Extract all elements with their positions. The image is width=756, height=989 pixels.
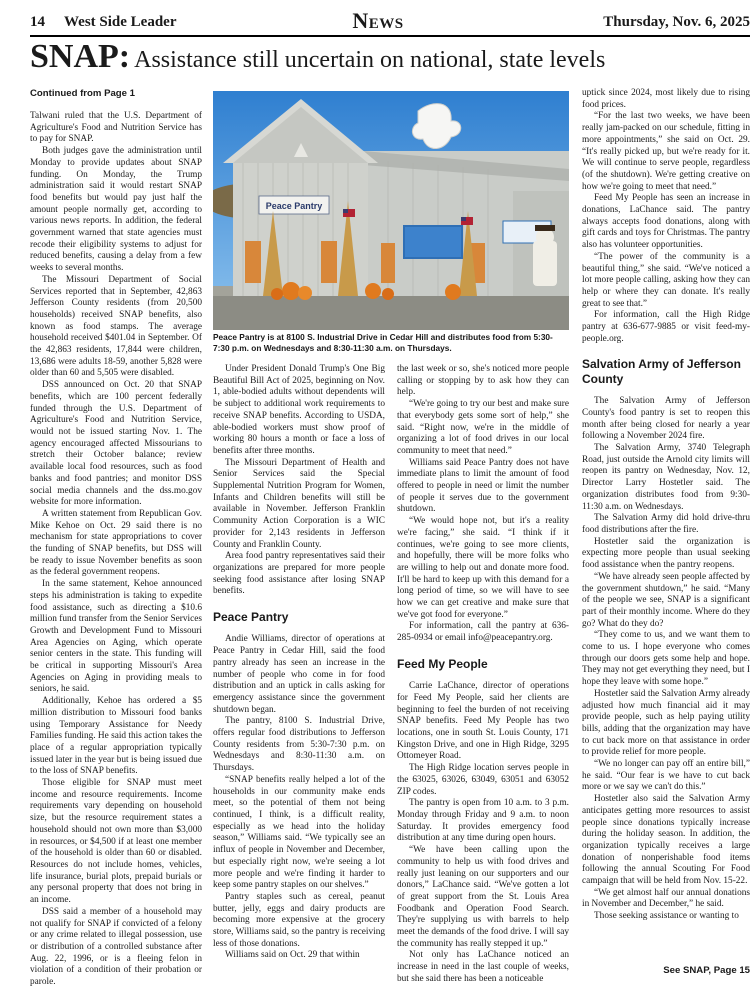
paragraph: “For the last two weeks, we have been really jam-packed on our schedule, fitting in more appointments,” she said on Oct. 29. “It's really picked up, but we're ready for it. We will continue to serve people, regardless (of the shutdown). We're getting creative on how we're going to meet that need.” [582, 111, 750, 192]
paragraph: The pantry is open from 10 a.m. to 3 p.m. Monday through Friday and 9 a.m. to noon Saturday. It provides emergency food distribution at any time during open hours. [397, 798, 569, 844]
paragraph: DSS announced on Oct. 20 that SNAP benefits, which are 100 percent federally funded through the U.S. Department of Agriculture's Food and Nutrition Service, would not be issued starting Nov. 1. The agency encouraged affected Missourians to stretch their October balance; review available local food resources, such as food banks and food pantries; and monitor DSS social media channels and the dss.mo.gov website for more information. [30, 380, 202, 508]
subhead-feed-my-people: Feed My People [397, 656, 488, 671]
article-photo [213, 91, 569, 330]
article-column-1 [30, 88, 202, 989]
paragraph: Hostetler also said the Salvation Army anticipates getting more resources to assist people since donations typically increase during the holiday season. In addition, the organization typically receives a large donation of nonperishable food items following the annual Scouting For Food campaign that will be held from Nov. 15-22. [582, 794, 750, 887]
paragraph: Pantry staples such as cereal, peanut butter, jelly, eggs and dairy products are becoming more expensive at the grocery store, Williams said, so the pantry is receiving less of those donations. [213, 891, 385, 949]
paragraph: In the same statement, Kehoe announced steps his administration is taking to expedite food assistance, such as directing a $10.6 million fund transfer from the Senior Services Growth and Development Fund to Missouri Area Agencies on Aging, which operate senior centers in the state. This funding will be critical in supporting Missouri's Area Agencies on Aging in providing meals to seniors, he said. [30, 579, 202, 695]
paragraph: Under President Donald Trump's One Big Beautiful Bill Act of 2025, beginning on Nov. 1, able-bodied adults without dependents will be subject to additional work requirements to receive SNAP benefits. According to USDA, able-bodied workers must show proof of working 80 hours a month or face a loss of benefits after three months. [213, 364, 385, 456]
page-number: 14 [30, 14, 45, 30]
headline [30, 38, 750, 76]
paragraph: “We have been calling upon the community to help us with food drives and really just leaning on our supporters and our donors,” LaChance said. “We've gotten a lot of great support from the St. Louis Area Foodbank and Operation Food Search. They're supplying us with barrels to help meet the demands of the food drive. I will say the community has really stepped it up.” [397, 845, 569, 949]
paragraph: The Salvation Army did hold drive-thru food distributions after the fire. [582, 513, 750, 535]
paragraph: Both judges gave the administration until Monday to provide updates about SNAP funding. On Monday, the Trump administration said it would restart SNAP food benefits but would pay just half the amount people normally get, according to various news reports. In addition, the federal government warned that state agencies must recode their eligibility systems to adjust for reduced benefits, causing a delay from a few weeks to several months. [30, 146, 202, 274]
pantry-building-illustration [213, 91, 569, 330]
paragraph: For information, call the High Ridge pantry at 636-677-9885 or visit feed-my-people.org. [582, 310, 750, 344]
paragraph: Talwani ruled that the U.S. Department of Agriculture's Food and Nutrition Service has to pay for SNAP. [30, 111, 202, 145]
paragraph: Area food pantry representatives said their organizations are prepared for more people seeking food assistance after losing SNAP benefits. [213, 551, 385, 597]
headline-kicker: SNAP: [30, 38, 131, 75]
article-column-2 [213, 364, 385, 962]
paragraph: “We would hope not, but it's a reality we're facing,” she said. “I think if it continues, we're going to see more clients, and hopefully, there will be more folks who are willing to help out and donate more food. It'll be hard to keep up with this demand for a long period of time, so we will have to see how we can get creative and make sure that we've got food for everyone.” [397, 516, 569, 620]
paragraph: “We're going to try our best and make sure that everybody gets some sort of help,” she said. “Right now, we're in the middle of organizing a lot of food drives in our local community to meet that need.” [397, 399, 569, 456]
paragraph: Andie Williams, director of operations at Peace Pantry in Cedar Hill, said the food pantry already has seen an increase in the number of people who come in for food distribution and an uptick in calls asking for emergency assistance since the government shutdown began. [213, 634, 385, 715]
paragraph: “We no longer can pay off an entire bill,” he said. “Our fear is we have to cut back more or we say we can't do this.” [582, 759, 750, 793]
paragraph: Hostetler said the organization is expecting more people than usual seeking food assistance when the pantry reopens. [582, 536, 750, 571]
paragraph: The Salvation Army, 3740 Telegraph Road, just outside the Arnold city limits will reopen its pantry on Wednesday, Nov. 12, Director Larry Hostetler said. The organization distributes food from 9:30-11:30 a.m. on Wednesdays. [582, 443, 750, 512]
paragraph: Not only has LaChance noticed an increase in need in the last couple of weeks, but she said there has been a noticeable [397, 950, 569, 984]
jump-line[interactable]: See SNAP, Page 15 [663, 965, 750, 976]
paragraph: “They come to us, and we want them to come to us. I hope everyone who comes through our doors gets some help and hope. They may not get everything they need, but I hope they leave with some hope.” [582, 630, 750, 688]
paragraph: uptick since 2024, most likely due to rising food prices. [582, 88, 750, 110]
paragraph: Those seeking assistance or wanting to [594, 911, 739, 922]
paragraph: The pantry, 8100 S. Industrial Drive, offers regular food distributions to Jefferson County residents from 5:30-7:30 p.m. on Wednesdays and 8:30-11:30 a.m. on Thursdays. [213, 716, 385, 774]
paragraph: “The power of the community is a beautiful thing,” she said. “We've noticed a lot more people calling, asking how they can help or where they can donate. It's really great to see that.” [582, 251, 750, 309]
paragraph: Additionally, Kehoe has ordered a $5 million distribution to Missouri food banks using Temporary Assistance for Needy Families funding. He said this action takes the place of a regular appropriation typically issued later in the year but is being issued due to the loss of SNAP benefits. [30, 696, 202, 777]
section-name: News [352, 8, 404, 33]
paragraph: “SNAP benefits really helped a lot of the households in our community make ends meet, so the potential of them not being continued, I think, is a difficult reality, especially as we head into the holiday season,” Williams said. “We typically see an influx of people in November and December, but especially right now, we're seeing a lot more people and we're finding it harder to keep some pantry staples on our shelves.” [213, 774, 385, 891]
paragraph: For information, call the pantry at 636-285-0934 or email info@peacepantry.org. [397, 621, 569, 644]
paragraph: Those eligible for SNAP must meet income and resource requirements. Income requirements vary depending on household size, but the resource requirement states a household should not own more than $3,000 in resources, or $4,500 if at least one member of the household is older than 60 or disabled. Resources do not include homes, vehicles, life insurance, burial plots, prepaid burials or any personal property that does not bring in an income. [30, 778, 202, 906]
publication-name: West Side Leader [64, 14, 177, 30]
article-column-4 [582, 88, 750, 923]
col1-body [30, 111, 202, 989]
paragraph: the last week or so, she's noticed more people calling or stopping by to ask how they can help. [397, 364, 569, 398]
paragraph: The Missouri Department of Social Services reported that in September, 42,863 Jefferson County residents (from 20,500 households) received SNAP benefits, also known as food stamps. The average household received $401.04 in September. Of the 42,863 residents, 17,844 were children, 13,686 were adults 18-59, another 5,828 were older than 60 and 5,505 were disabled. [30, 274, 202, 379]
article-column-3 [397, 364, 569, 986]
continued-from: Continued from Page 1 [30, 88, 136, 99]
paragraph: DSS said a member of a household may not qualify for SNAP if convicted of a felony or any crime related to illegal possession, use or distribution of a controlled substance after Aug. 22, 1996, or is a fleeing felon in violation of a condition of their probation or parole. [30, 906, 202, 988]
paragraph: “We have already seen people affected by the government shutdown,” he said. “Many of the people we see, SNAP is a significant part of their monthly income. Where do they go? What do they do? [582, 571, 750, 629]
paragraph: Carrie LaChance, director of operations for Feed My People, said her clients are beginning to feel the burden of not receiving SNAP benefits. Feed My People has two locations, one in south St. Louis County, 171 Kingston Drive, and one in High Ridge, 3295 Ottomeyer Road. [397, 681, 569, 762]
headline-main: Assistance still uncertain on national, state levels [134, 47, 606, 73]
paragraph: Williams said on Oct. 29 that within [225, 950, 360, 961]
paragraph: Feed My People has seen an increase in donations, LaChance said. The pantry always accepts food donations, along with gift cards and toys for Christmas. The pantry also has volunteer opportunities. [582, 193, 750, 251]
masthead [0, 0, 756, 40]
paragraph: “We get almost half our annual donations in November and December,” he said. [582, 887, 750, 910]
paragraph: The High Ridge location serves people in the 63025, 63026, 63049, 63051 and 63052 ZIP codes. [397, 763, 569, 797]
photo-caption: Peace Pantry is at 8100 S. Industrial Drive in Cedar Hill and distributes food from 5:30-7:30 p.m. on Wednesdays and 8:30-11:30 a.m. on Thursdays. [213, 332, 553, 353]
paragraph: A written statement from Republican Gov. Mike Kehoe on Oct. 29 said there is no mechanism for state appropriations to cover the funding of SNAP benefits, but DSS will be ready to issue November benefits as soon as the federal government reopens. [30, 508, 202, 578]
paragraph: Hostetler said the Salvation Army already adjusted how much financial aid it may provide people, such as help paying utility bills, adding that the organization may have to cut back more on that assistance in order to provide relief for more people. [582, 688, 750, 758]
subhead-salvation-army: Salvation Army of Jefferson County [582, 357, 741, 386]
paragraph: The Salvation Army of Jefferson County's food pantry is set to reopen this month after being closed for nearly a year following a November 2024 fire. [582, 396, 750, 442]
masthead-rule [30, 35, 750, 37]
paragraph: Williams said Peace Pantry does not have immediate plans to limit the amount of food offered to people in need or limit the number of people it serves due to the government shutdown. [397, 457, 569, 515]
building-sign-text: Peace Pantry [265, 201, 323, 211]
issue-date: Thursday, Nov. 6, 2025 [603, 14, 750, 30]
subhead-peace-pantry: Peace Pantry [213, 610, 289, 625]
paragraph: The Missouri Department of Health and Senior Services said the Special Supplemental Nutrition Program for Women, Infants and Children benefits will still be available in November. Jefferson Franklin Community Action Corporation is a WIC provider for 2,143 residents in Jefferson County and Franklin County. [213, 457, 385, 550]
